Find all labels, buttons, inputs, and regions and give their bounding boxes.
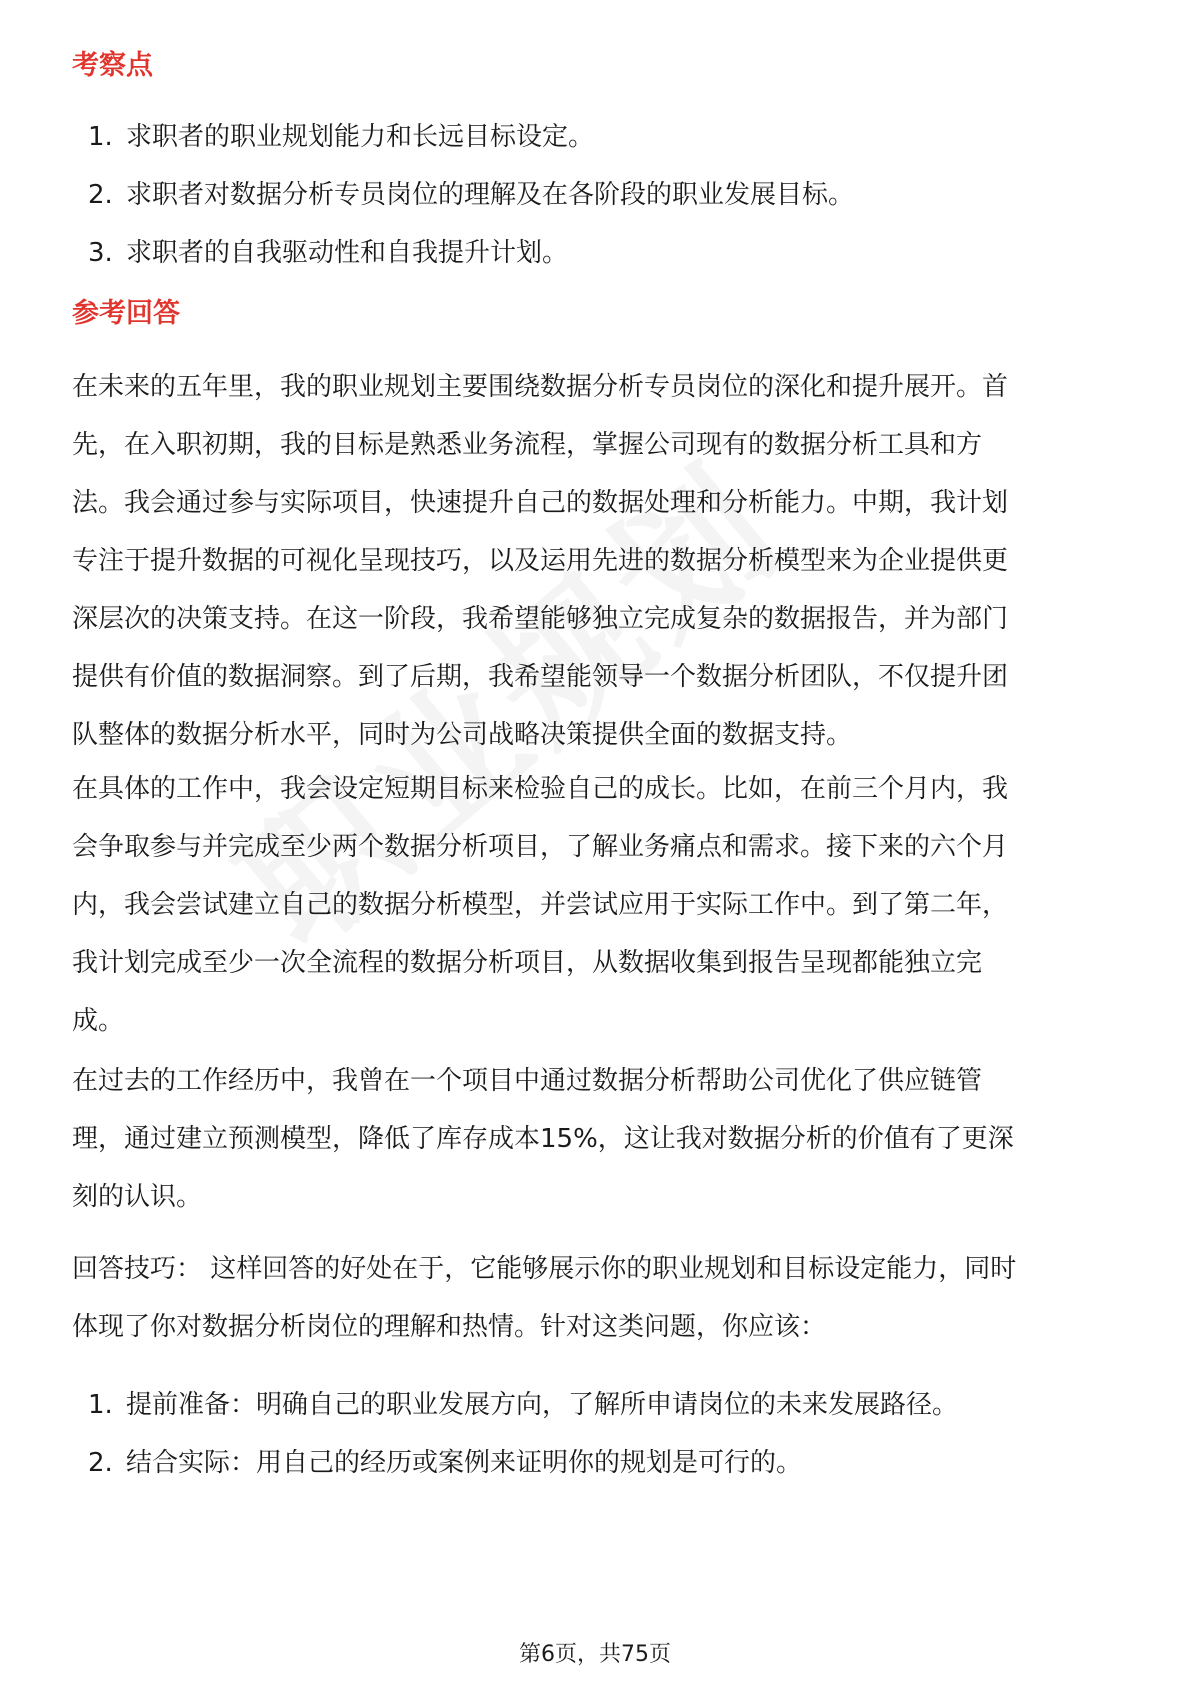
list-item [72,1376,1122,1434]
list-item-number: 3. [88,238,113,268]
answer-paragraph-3: 在过去的工作经历中，我曾在一个项目中通过数据分析帮助公司优化了供应链管 理，通过建立预测模型，降低了库存成本15%，这让我对数据分析的价值有了更深 刻的认识。 [72,1066,1014,1212]
answer-paragraph-2: 在具体的工作中，我会设定短期目标来检验自己的成长。比如，在前三个月内，我 会争取参与并完成至少两个数据分析项目，了解业务痛点和需求。接下来的六个月 内，我会尝试建立自己的数据分析模型，并尝试应用于实际工作中。到了第二年， 我计划完成至少一次全流程的数据分析项目，从数据收集到报告呈现都能独立完 成。 [72,774,1009,1036]
list-item-text: 结合实际：用自己的经历或案例来证明你的规划是可行的。 [126,1448,803,1478]
list-item [72,1434,1122,1492]
list-item-text: 求职者对数据分析专员岗位的理解及在各阶段的职业发展目标。 [126,180,855,210]
list-item-text: 求职者的职业规划能力和长远目标设定。 [126,122,595,152]
list-item [72,108,1122,166]
page-number-footer: 第6页，共75页 [519,1642,671,1667]
list-item-number: 1. [88,1390,113,1420]
list-item-number: 2. [88,1448,113,1478]
list-item-text: 提前准备：明确自己的职业发展方向，了解所申请岗位的未来发展路径。 [126,1390,959,1420]
list-item-text: 求职者的自我驱动性和自我提升计划。 [126,238,569,268]
answer-tips-list [72,1376,1122,1492]
list-item-number: 1. [88,122,113,152]
answer-tips-paragraph: 回答技巧： 这样回答的好处在于，它能够展示你的职业规划和目标设定能力，同时 体现了你对数据分析岗位的理解和热情。针对这类问题，你应该： [72,1254,1017,1342]
answer-paragraph-1: 在未来的五年里，我的职业规划主要围绕数据分析专员岗位的深化和提升展开。首 先，在入职初期，我的目标是熟悉业务流程，掌握公司现有的数据分析工具和方 法。我会通过参与实际项目，快速提升自己的数据处理和分析能力。中期，我计划 专注于提升数据的可视化呈现技巧，以及运用先进的数据分析模型来为企业提供更 深层次的决策支持。在这一阶段，我希望能够独立完成复杂的数据报告，并为部门 提供有价值的数据洞察。到了后期，我希望能领导一个数据分析团队，不仅提升团 队整体的数据分析水平，同时为公司战略决策提供全面的数据支持。 [72,372,1009,750]
review-points-list [72,108,1122,282]
list-item [72,166,1122,224]
section-heading-review-points: 考察点 [72,50,153,81]
list-item-number: 2. [88,180,113,210]
list-item [72,224,1122,282]
section-heading-reference-answer: 参考回答 [72,298,180,329]
